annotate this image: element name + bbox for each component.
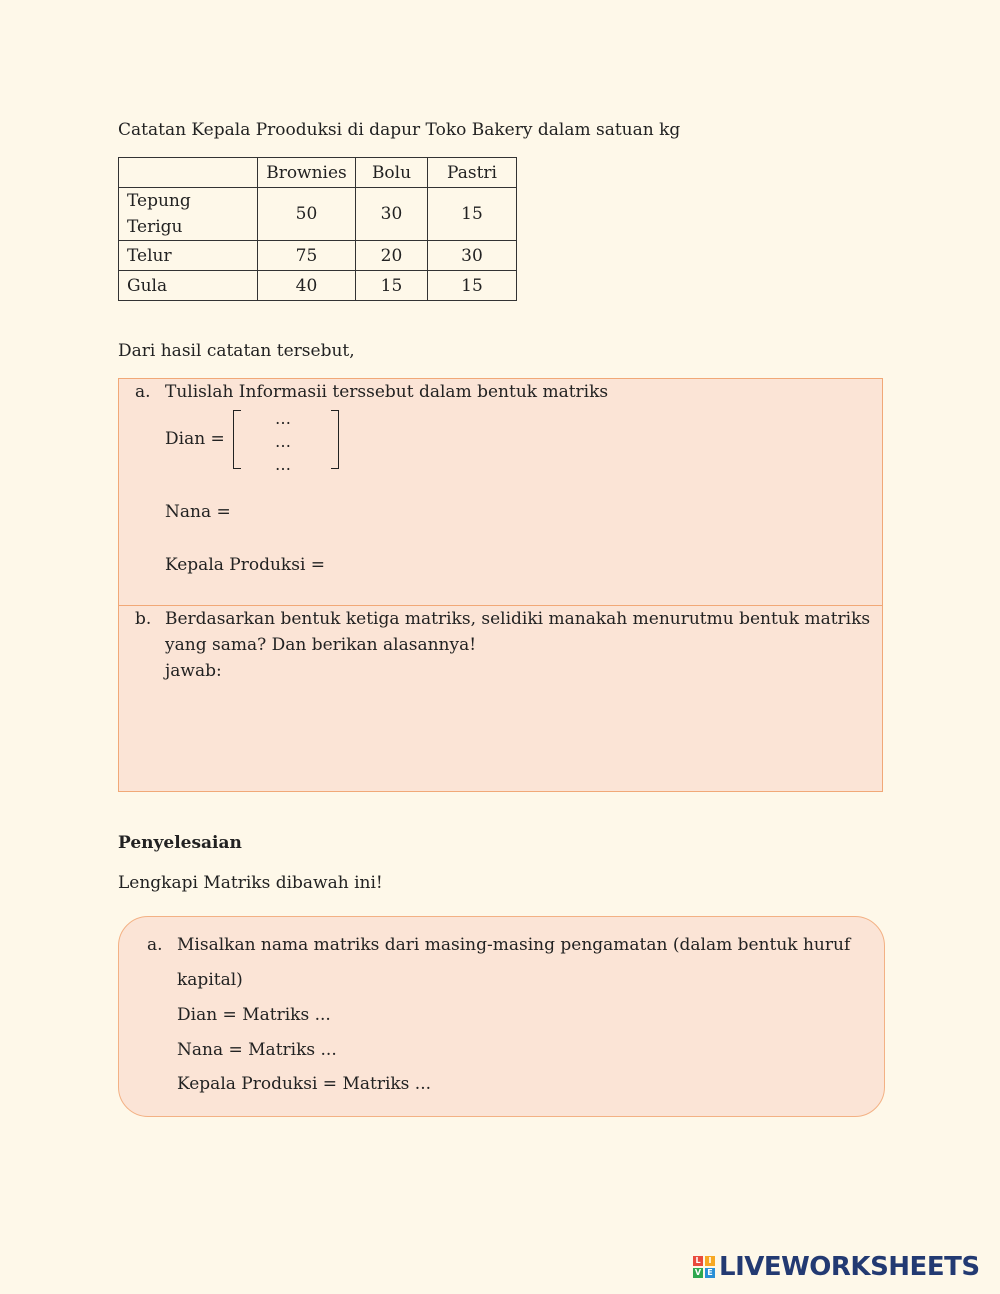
logo-blocks-icon (693, 1256, 715, 1278)
row-label (119, 188, 258, 241)
solution-marker: a. (147, 935, 163, 955)
task-box (118, 378, 883, 792)
table-cell: 15 (356, 271, 428, 301)
ingredients-table (118, 157, 517, 301)
intro-text: Catatan Kepala Prooduksi di dapur Toko Bakery dalam satuan kg (118, 120, 681, 140)
matrix-entry[interactable]: … (275, 432, 293, 451)
logo-block: V (694, 1268, 702, 1277)
solution-box (118, 916, 885, 1117)
solution-line-nana: Nana = Matriks ... (177, 1040, 337, 1060)
table-cell: 40 (258, 271, 356, 301)
task-a-marker: a. (135, 382, 151, 402)
kepala-produksi-label: Kepala Produksi = (165, 555, 326, 575)
matrix-entry[interactable]: … (275, 409, 293, 428)
matrix-left-bracket (233, 410, 241, 469)
table-header-cell: Brownies (258, 158, 356, 188)
matrix-entry[interactable]: … (275, 455, 293, 474)
row-label-line: Terigu (127, 217, 183, 237)
table-header-row (119, 158, 517, 188)
table-header-cell (119, 158, 258, 188)
solution-heading: Penyelesaian (118, 833, 242, 853)
table-cell: 50 (258, 188, 356, 241)
task-b-answer-label: jawab: (165, 661, 222, 681)
table-cell: 30 (356, 188, 428, 241)
solution-line-kepala: Kepala Produksi = Matriks ... (177, 1074, 432, 1094)
table-header-cell: Bolu (356, 158, 428, 188)
row-label: Gula (119, 271, 258, 301)
logo-block: E (705, 1268, 715, 1278)
task-b-marker: b. (135, 609, 152, 629)
liveworksheets-logo (693, 1252, 980, 1282)
table-row (119, 241, 517, 271)
table-cell: 15 (428, 271, 517, 301)
table-cell: 30 (428, 241, 517, 271)
task-b-line: Berdasarkan bentuk ketiga matriks, selidiki manakah menurutmu bentuk matriks (165, 609, 871, 629)
table-cell: 15 (428, 188, 517, 241)
logo-block: I (705, 1256, 715, 1266)
matrix-right-bracket (331, 410, 339, 469)
row-label: Telur (119, 241, 258, 271)
table-header-cell: Pastri (428, 158, 517, 188)
solution-line: Misalkan nama matriks dari masing-masing pengamatan (dalam bentuk huruf (177, 935, 851, 955)
table-cell: 20 (356, 241, 428, 271)
row-label-line: Tepung (127, 191, 191, 211)
solution-line-dian: Dian = Matriks ... (177, 1005, 331, 1025)
logo-text: LIVEWORKSHEETS (719, 1252, 980, 1282)
lead-in-text: Dari hasil catatan tersebut, (118, 341, 355, 361)
dian-label: Dian = (165, 429, 225, 449)
task-b-line: yang sama? Dan berikan alasannya! (165, 635, 477, 655)
solution-instruction: Lengkapi Matriks dibawah ini! (118, 873, 383, 893)
table-row (119, 188, 517, 241)
task-a-text: Tulislah Informasii terssebut dalam bentuk matriks (165, 382, 609, 402)
table-cell: 75 (258, 241, 356, 271)
solution-line: kapital) (177, 970, 243, 990)
nana-label: Nana = (165, 502, 231, 522)
logo-block: L (693, 1256, 703, 1266)
table-row (119, 271, 517, 301)
